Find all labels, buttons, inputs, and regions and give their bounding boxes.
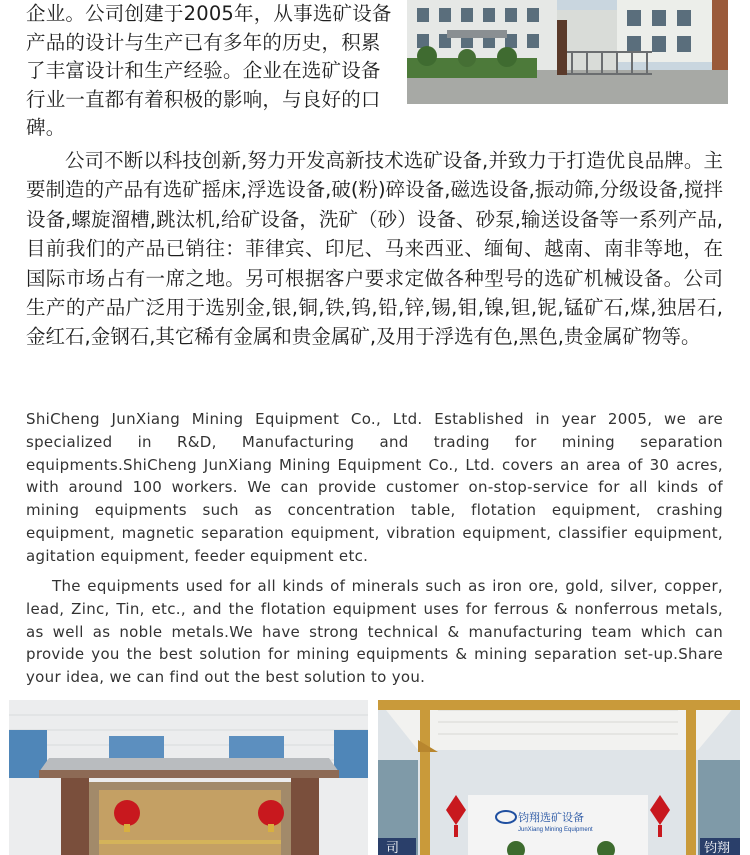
wall-logo-cn: 钧翔选矿设备 xyxy=(518,812,584,824)
intro-top-text: 企业。公司创建于2005年，从事选矿设备产品的设计与生产已有多年的历史，积累了丰富设计和生产经验。企业在选矿设备行业一直都有着积极的影响，与良好的口碑。 xyxy=(26,2,392,139)
intro-main-text-block xyxy=(26,146,723,352)
sign-left-text: 司 xyxy=(386,840,400,855)
reception-hall-photo xyxy=(378,700,740,855)
intro-top-text-block xyxy=(26,0,398,143)
english-paragraph-1-block xyxy=(26,408,723,568)
reception-hall-photo-icon xyxy=(378,700,740,855)
building-entrance-photo-icon xyxy=(9,700,368,855)
factory-gate-photo xyxy=(407,0,728,104)
english-paragraph-2: The equipments used for all kinds of minerals such as iron ore, gold, silver, copper, lead, Zinc, Tin, etc., and the flotation equipment uses for ferrous & nonferrous metals, as well as noble metals.We have strong technical & manufacturing team which can provide you the best solution for mining equipments & mining separation set-up.Share your idea, we can find out the best solution to you. xyxy=(26,577,723,687)
english-paragraph-1: ShiCheng JunXiang Mining Equipment Co., Ltd. Established in year 2005, we are specialized in R&D, Manufacturing and trading for mining separation equipments.ShiCheng JunXiang Mining Equipment Co., Ltd. covers an area of 30 acres, with around 100 workers. We can provide customer on-stop-service for all kinds of mining equipments such as concentration table, flotation equipment, crashing equipment, magnetic separation equipment, vibration equipment, classifier equipment, agitation equipment, feeder equipment etc. xyxy=(26,410,723,565)
factory-building-photo-icon xyxy=(407,0,728,104)
sign-right-text: 钧翔 xyxy=(704,840,731,855)
english-paragraph-2-block xyxy=(26,575,723,689)
intro-main-text: 公司不断以科技创新,努力开发高新技术选矿设备,并致力于打造优良品牌。主要制造的产品有选矿摇床,浮选设备,破(粉)碎设备,磁选设备,振动筛,分级设备,搅拌设备,螺旋溜槽,跳汰机,给矿设备，洗矿（砂）设备、砂泵,输送设备等一系列产品,目前我们的产品已销往：菲律宾、印尼、马来西亚、缅甸、越南、南非等地，在国际市场占有一席之地。另可根据客户要求定做各种型号的选矿机械设备。公司生产的产品广泛用于选别金,银,铜,铁,钨,铅,锌,锡,钼,镍,钽,铌,锰矿石,煤,独居石,金红石,金钢石,其它稀有金属和贵金属矿,及用于浮选有色,黑色,贵金属矿物等。 xyxy=(26,149,723,349)
building-entrance-photo xyxy=(9,700,368,855)
wall-logo-en: JunXiang Mining Equipment xyxy=(518,827,593,833)
